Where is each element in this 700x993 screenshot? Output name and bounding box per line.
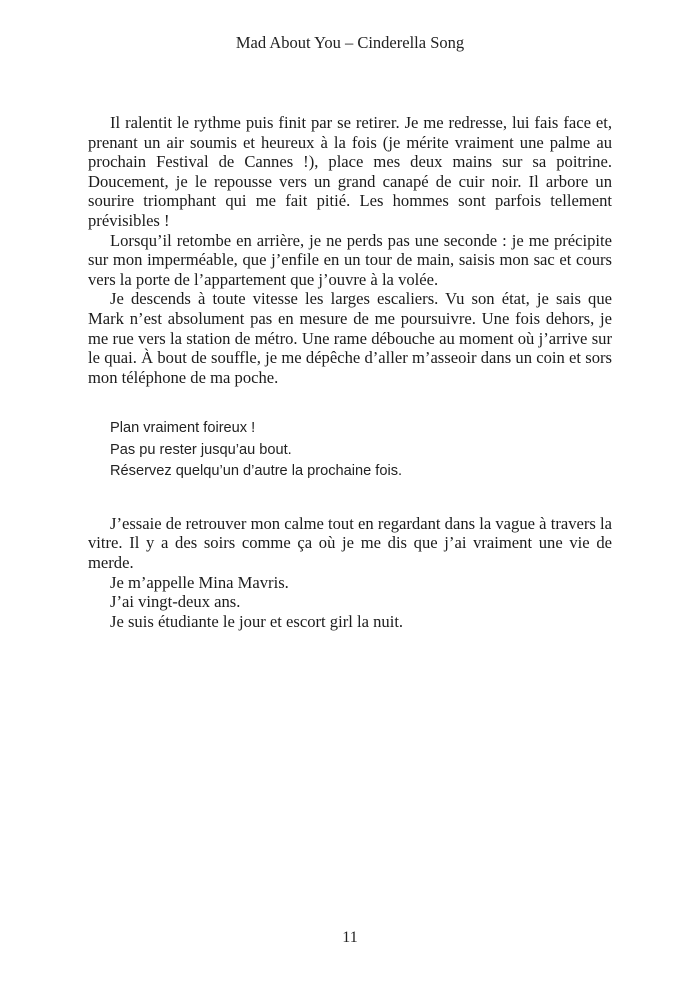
running-header: Mad About You – Cinderella Song <box>235 33 465 52</box>
closing-line-2: J’ai vingt-deux ans. <box>110 592 241 612</box>
paragraph-3: Je descends à toute vitesse les larges escaliers. Vu son état, je sais que Mark n’est absolument pas en mesure de me poursuivre. Une fois dehors, je me rue vers la station de métro. Une rame débouche au moment où j’arrive sur le quai. À bout de souffle, je me dépêche d’aller m’asseoir dans un coin et sors mon téléphone de ma poche. <box>88 289 612 387</box>
paragraph-4: J’essaie de retrouver mon calme tout en regardant dans la vague à travers la vitre. Il y a des soirs comme ça où je me dis que j’ai vraiment une vie de merde. <box>88 513 612 572</box>
page-number: 11 <box>342 929 358 946</box>
page-body <box>88 113 612 631</box>
message-line-1: Plan vraiment foireux ! <box>110 420 256 437</box>
message-line-3: Réservez quelqu’un d’autre la prochaine fois. <box>110 463 403 480</box>
message-line-2: Pas pu rester jusqu’au bout. <box>110 441 292 458</box>
closing-line-1: Je m’appelle Mina Mavris. <box>110 572 289 592</box>
text-message-block <box>88 418 612 483</box>
paragraph-1: Il ralentit le rythme puis finit par se retirer. Je me redresse, lui fais face et, prenant un air soumis et heureux à la fois (je mérite vraiment une palme au prochain Festival de Cannes !), place mes deux mains sur sa poitrine. Doucement, je le repousse vers un grand canapé de cuir noir. Il arbore un sourire triomphant qui me fait pitié. Les hommes sont parfois tellement prévisibles ! <box>88 113 612 230</box>
closing-line-3: Je suis étudiante le jour et escort girl la nuit. <box>110 611 404 631</box>
paragraph-2: Lorsqu’il retombe en arrière, je ne perds pas une seconde : je me précipite sur mon imperméable, que j’enfile en un tour de main, saisis mon sac et cours vers la porte de l’appartement que j’ouvre à la volée. <box>88 230 612 289</box>
